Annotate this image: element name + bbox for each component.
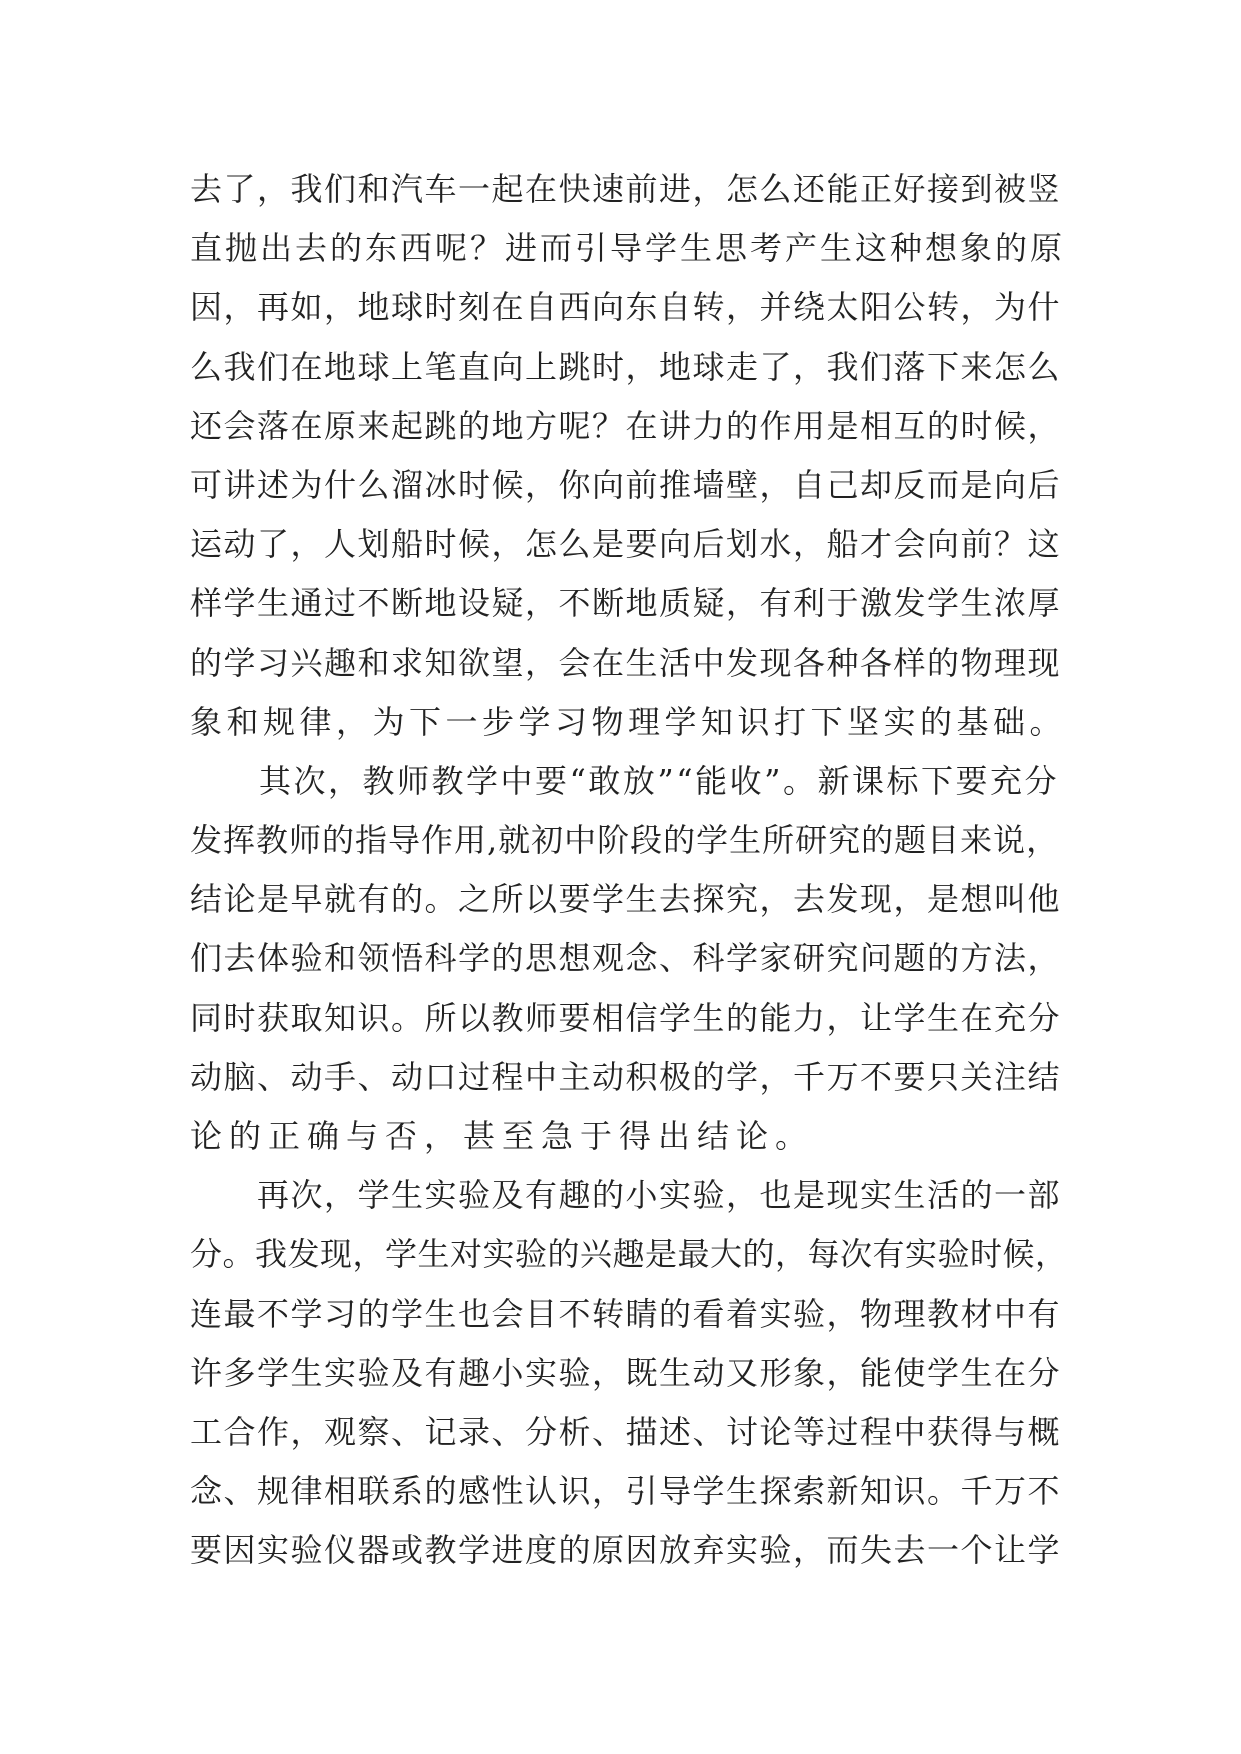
text-line: 动脑、动手、动口过程中主动积极的学，千万不要只关注结 <box>190 1057 1062 1096</box>
text-line: 其次，教师教学中要“敢放”“能收”。新课标下要充分 <box>190 761 1059 800</box>
text-line: 连最不学习的学生也会目不转睛的看着实验，物理教材中有 <box>190 1294 1062 1333</box>
text-line: 论的正确与否，甚至急于得出结论。 <box>190 1117 815 1155</box>
text-line: 象和规律，为下一步学习物理学知识打下坚实的基础。 <box>190 702 1067 741</box>
text-line: 许多学生实验及有趣小实验，既生动又形象，能使学生在分 <box>190 1353 1062 1392</box>
text-line: 同时获取知识。所以教师要相信学生的能力，让学生在充分 <box>190 998 1062 1037</box>
text-line: 可讲述为什么溜冰时候，你向前推墙壁，自己却反而是向后 <box>190 465 1062 504</box>
body-text <box>190 160 1070 1581</box>
text-line: 结论是早就有的。之所以要学生去探究，去发现，是想叫他 <box>190 880 1062 919</box>
text-line: 还会落在原来起跳的地方呢？在讲力的作用是相互的时候， <box>190 406 1062 445</box>
text-line: 运动了，人划船时候，怎么是要向后划水，船才会向前？这 <box>190 525 1062 564</box>
text-line: 的学习兴趣和求知欲望，会在生活中发现各种各样的物理现 <box>190 643 1062 682</box>
text-line: 发挥教师的指导作用,就初中阶段的学生所研究的题目来说， <box>190 821 1060 860</box>
text-line: 么我们在地球上笔直向上跳时，地球走了，我们落下来怎么 <box>190 347 1062 386</box>
text-line: 念、规律相联系的感性认识，引导学生探索新知识。千万不 <box>190 1472 1062 1511</box>
text-line: 要因实验仪器或教学进度的原因放弃实验，而失去一个让学 <box>190 1531 1062 1570</box>
text-line: 样学生通过不断地设疑，不断地质疑，有利于激发学生浓厚 <box>190 584 1062 623</box>
text-line: 去了，我们和汽车一起在快速前进，怎么还能正好接到被竖 <box>190 170 1062 208</box>
text-line: 们去体验和领悟科学的思想观念、科学家研究问题的方法， <box>190 939 1062 978</box>
text-line: 工合作，观察、记录、分析、描述、讨论等过程中获得与概 <box>190 1412 1062 1451</box>
text-line: 因，再如，地球时刻在自西向东自转，并绕太阳公转，为什 <box>190 288 1062 327</box>
text-line: 再次，学生实验及有趣的小实验，也是现实生活的一部 <box>190 1176 1062 1215</box>
text-line: 直抛出去的东西呢？进而引导学生思考产生这种想象的原 <box>190 229 1066 268</box>
text-line: 分。我发现，学生对实验的兴趣是最大的，每次有实验时候， <box>190 1235 1068 1274</box>
